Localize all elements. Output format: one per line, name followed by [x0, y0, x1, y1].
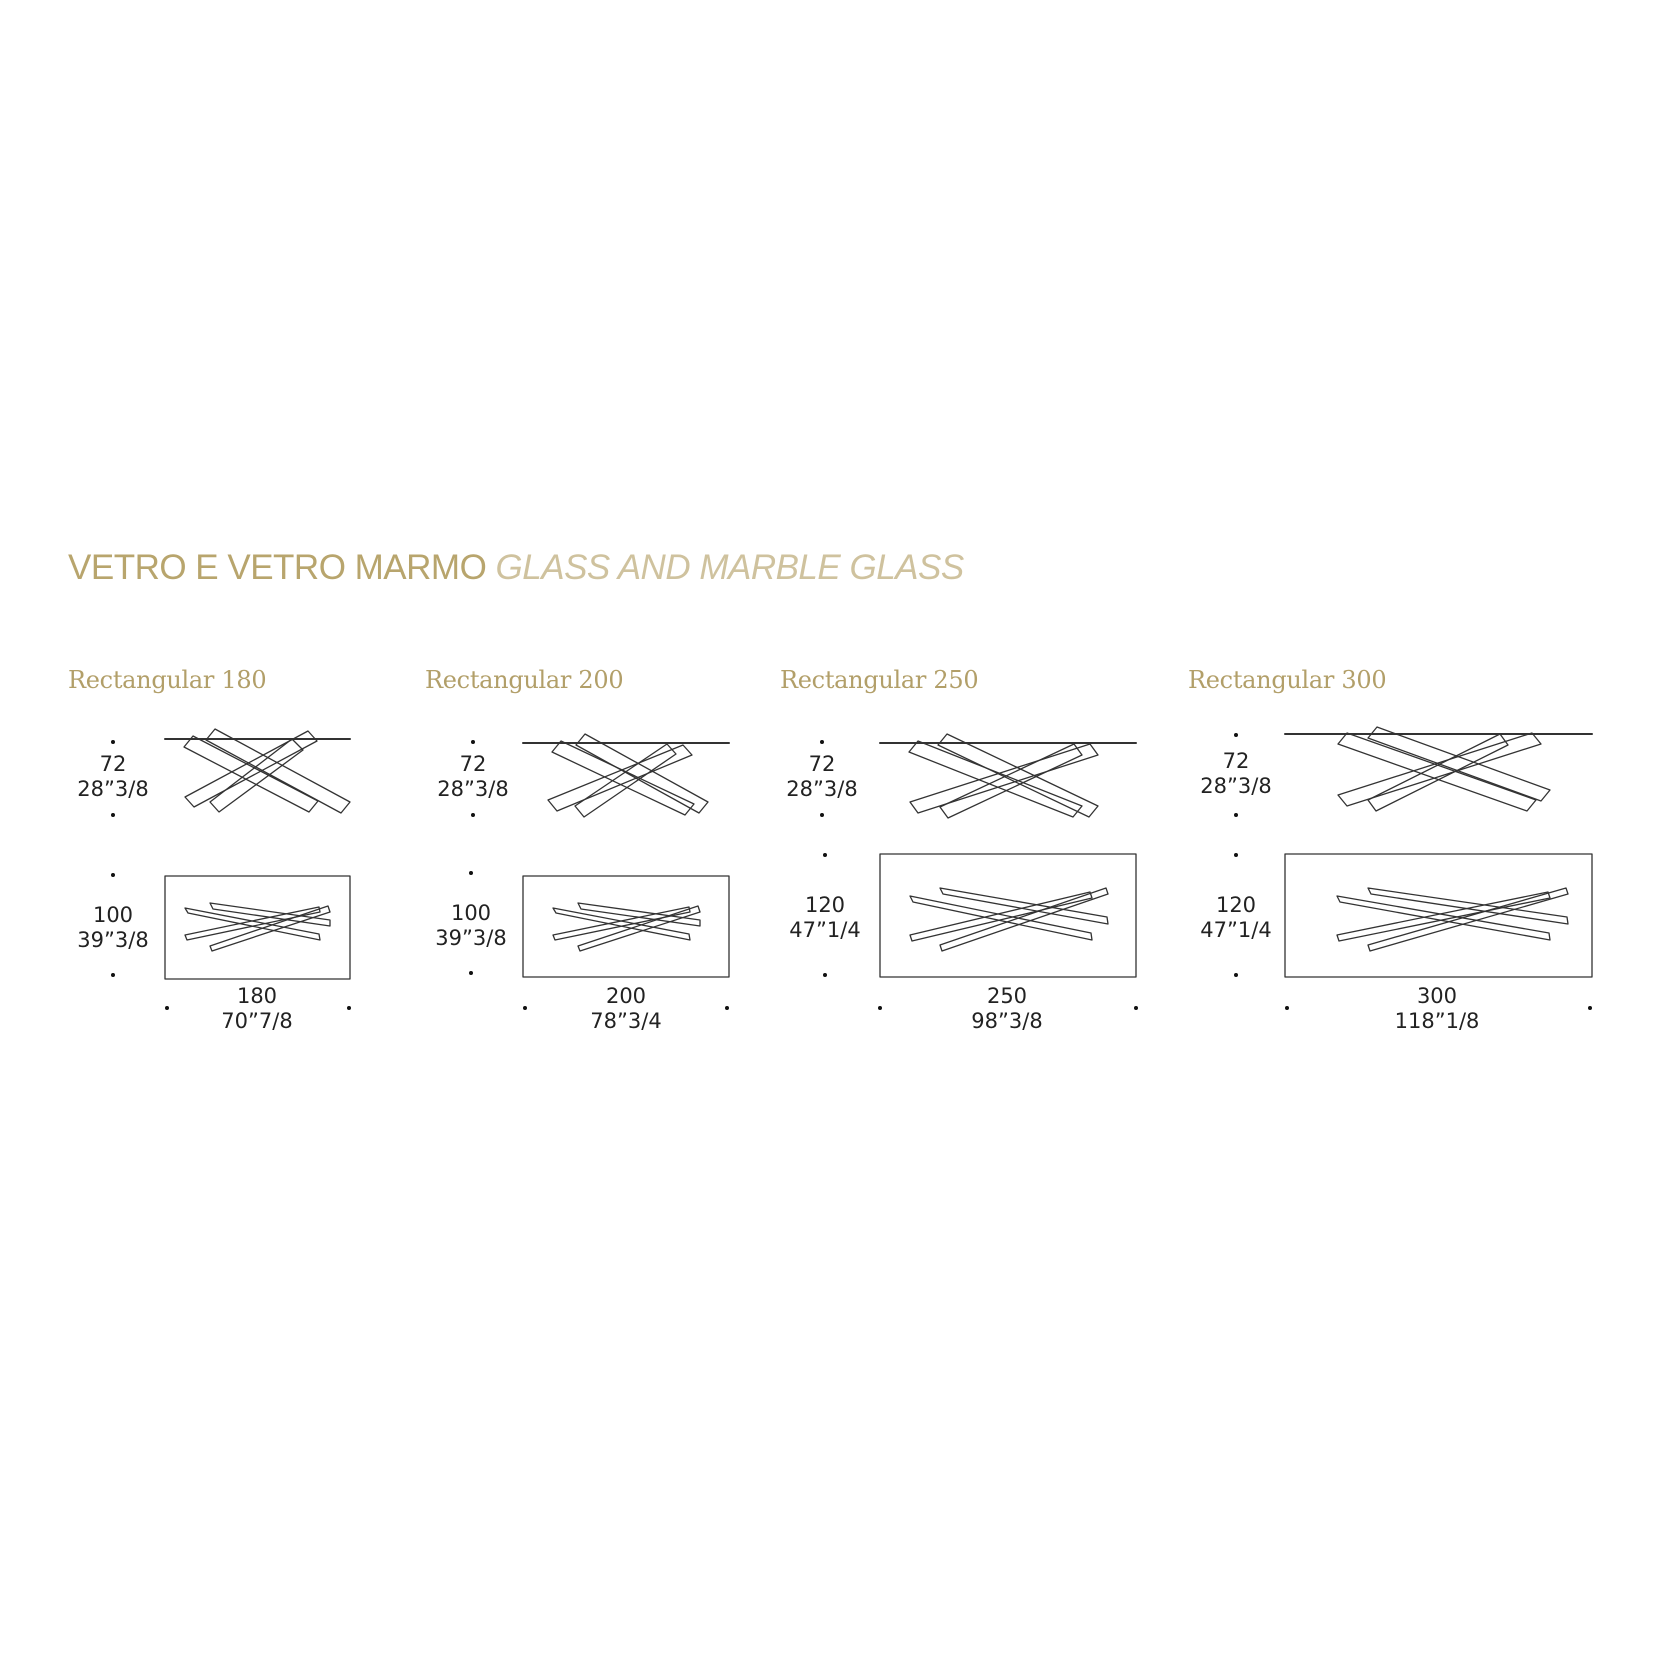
depth-in: 39”3/8 — [435, 926, 507, 950]
model-label-300: Rectangular 300 — [1188, 666, 1387, 694]
depth-in: 47”1/4 — [1200, 918, 1272, 942]
length-cm: 180 — [236, 984, 278, 1008]
height-in: 28”3/8 — [1200, 774, 1272, 798]
plan-view-200 — [523, 876, 729, 977]
depth-cm: 120 — [1215, 893, 1257, 917]
title-sub: GLASS AND MARBLE GLASS — [495, 548, 964, 587]
height-in: 28”3/8 — [437, 777, 509, 801]
length-cm: 200 — [605, 984, 647, 1008]
length-in: 70”7/8 — [221, 1009, 293, 1033]
dimension-dots-250 — [820, 740, 1138, 1010]
title-main: VETRO E VETRO MARMO — [68, 548, 487, 587]
elevation-view-180 — [165, 729, 350, 813]
elevation-view-300 — [1285, 727, 1592, 811]
plan-view-180 — [165, 876, 350, 979]
length-in: 78”3/4 — [590, 1009, 662, 1033]
depth-in: 39”3/8 — [77, 928, 149, 952]
length-cm: 250 — [986, 984, 1028, 1008]
model-label-180: Rectangular 180 — [68, 666, 267, 694]
depth-cm: 100 — [92, 903, 134, 927]
height-in: 28”3/8 — [786, 777, 858, 801]
depth-cm: 120 — [804, 893, 846, 917]
model-label-250: Rectangular 250 — [780, 666, 979, 694]
elevation-view-250 — [880, 734, 1136, 818]
plan-view-250 — [880, 854, 1136, 977]
depth-in: 47”1/4 — [789, 918, 861, 942]
height-cm: 72 — [99, 752, 127, 776]
model-label-200: Rectangular 200 — [425, 666, 624, 694]
height-cm: 72 — [1222, 749, 1250, 773]
length-cm: 300 — [1416, 984, 1458, 1008]
height-cm: 72 — [808, 752, 836, 776]
height-in: 28”3/8 — [77, 777, 149, 801]
depth-cm: 100 — [450, 901, 492, 925]
plan-view-300 — [1285, 854, 1592, 977]
length-in: 98”3/8 — [971, 1009, 1043, 1033]
length-in: 118”1/8 — [1394, 1009, 1480, 1033]
elevation-view-200 — [523, 734, 729, 817]
height-cm: 72 — [459, 752, 487, 776]
dimension-dots-180 — [111, 740, 351, 1010]
dimension-dots-300 — [1234, 733, 1592, 1010]
dimension-dots-200 — [469, 740, 729, 1010]
